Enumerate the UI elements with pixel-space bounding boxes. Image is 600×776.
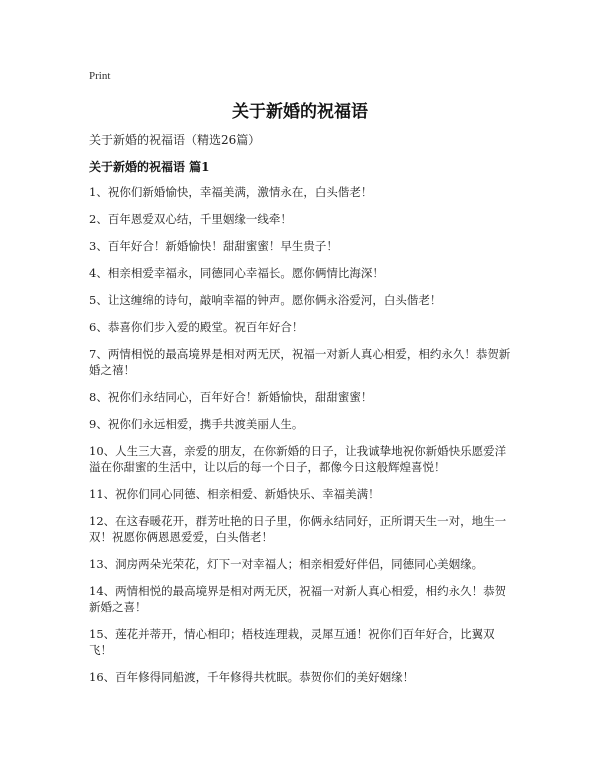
list-item: 8、祝你们永结同心，百年好合！新婚愉快，甜甜蜜蜜！ <box>89 390 373 404</box>
list-item: 13、洞房两朵光荣花，灯下一对幸福人；相亲相爱好伴侣，同德同心美姻缘。 <box>89 557 484 571</box>
list-item: 15、莲花并蒂开，情心相印；梧枝连理栽，灵犀互通！祝你们百年好合，比翼双飞！ <box>89 627 495 657</box>
list-item: 7、两情相悦的最高境界是相对两无厌，祝福一对新人真心相爱，相约永久！恭贺新婚之禧！ <box>89 347 511 377</box>
print-link[interactable]: Print <box>89 70 111 82</box>
list-item: 10、人生三大喜，亲爱的朋友，在你新婚的日子，让我诚挚地祝你新婚快乐愿爱洋溢在你甜蜜的生活中，让以后的每一个日子，都像今日这般辉煌喜悦！ <box>89 444 507 474</box>
list-item: 14、两情相悦的最高境界是相对两无厌，祝福一对新人真心相爱，相约永久！恭贺新婚之喜！ <box>89 584 507 614</box>
blessing-list <box>89 184 514 696</box>
document-subtitle: 关于新婚的祝福语（精选26篇） <box>89 133 261 147</box>
page-title: 关于新婚的祝福语 <box>232 102 368 122</box>
list-item: 4、相亲相爱幸福永，同德同心幸福长。愿你俩情比海深！ <box>89 266 384 280</box>
list-item: 2、百年恩爱双心结，千里姻缘一线牵！ <box>89 212 292 226</box>
list-item: 3、百年好合！新婚愉快！甜甜蜜蜜！早生贵子！ <box>89 239 338 253</box>
section-heading: 关于新婚的祝福语 篇1 <box>89 160 210 174</box>
list-item: 1、祝你们新婚愉快，幸福美满，激情永在，白头偕老！ <box>89 185 373 199</box>
list-item: 6、恭喜你们步入爱的殿堂。祝百年好合！ <box>89 320 304 334</box>
list-item: 9、祝你们永远相爱，携手共渡美丽人生。 <box>89 417 304 431</box>
list-item: 11、祝你们同心同德、相亲相爱、新婚快乐、幸福美满！ <box>89 487 380 501</box>
list-item: 12、在这春暖花开，群芳吐艳的日子里，你俩永结同好，正所谓天生一对，地生一双！祝愿你俩恩恩爱爱，白头偕老！ <box>89 514 507 544</box>
list-item: 5、让这缠绵的诗句，敲响幸福的钟声。愿你俩永浴爱河，白头偕老！ <box>89 293 442 307</box>
list-item: 16、百年修得同船渡，千年修得共枕眠。恭贺你们的美好姻缘！ <box>89 670 415 684</box>
